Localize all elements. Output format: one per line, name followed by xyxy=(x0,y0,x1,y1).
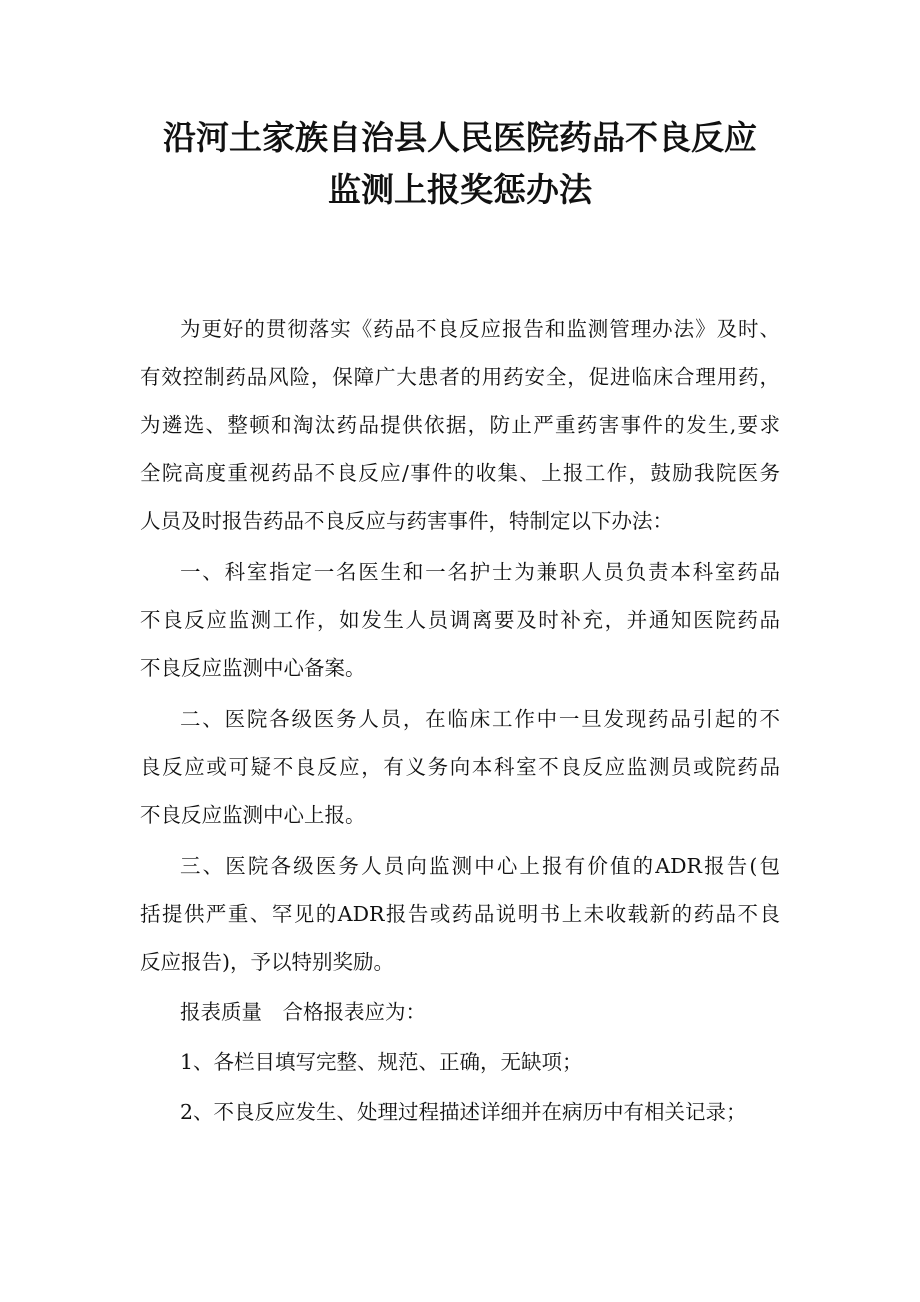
section-2-line-1: 二、医院各级医务人员，在临床工作中一旦发现药品引起的不 xyxy=(180,707,780,731)
section-1-line-1: 一、科室指定一名医生和一名护士为兼职人员负责本科室药品 xyxy=(180,560,780,584)
body-line-2: 有效控制药品风险，保障广大患者的用药安全，促进临床合理用药， xyxy=(140,365,780,389)
section-3-line-2: 括提供严重、罕见的ADR报告或药品说明书上未收载新的药品不良 xyxy=(140,902,780,926)
section-3-line-1: 三、医院各级医务人员向监测中心上报有价值的ADR报告(包 xyxy=(180,854,780,878)
document-title-line-2: 监测上报奖惩办法 xyxy=(328,170,592,209)
body-line-3: 为遴选、整顿和淘汰药品提供依据，防止严重药害事件的发生,要求 xyxy=(140,413,780,437)
report-quality-heading: 报表质量 合格报表应为： xyxy=(180,1000,426,1024)
section-3-line-3: 反应报告)，予以特别奖励。 xyxy=(140,950,394,974)
section-1-line-2: 不良反应监测工作，如发生人员调离要及时补充，并通知医院药品 xyxy=(140,608,780,632)
section-1-line-3: 不良反应监测中心备案。 xyxy=(140,656,366,680)
document-title-line-1: 沿河土家族自治县人民医院药品不良反应 xyxy=(163,118,757,157)
section-2-line-3: 不良反应监测中心上报。 xyxy=(140,803,366,827)
body-line-4: 全院高度重视药品不良反应/事件的收集、上报工作，鼓励我院医务 xyxy=(140,461,780,485)
criteria-item-1: 1、各栏目填写完整、规范、正确，无缺项； xyxy=(180,1050,583,1074)
section-2-line-2: 良反应或可疑不良反应，有义务向本科室不良反应监测员或院药品 xyxy=(140,755,780,779)
body-line-1: 为更好的贯彻落实《药品不良反应报告和监测管理办法》及时、 xyxy=(180,317,780,341)
body-line-5: 人员及时报告药品不良反应与药害事件，特制定以下办法： xyxy=(140,509,673,533)
criteria-item-2: 2、不良反应发生、处理过程描述详细并在病历中有相关记录； xyxy=(180,1100,747,1124)
